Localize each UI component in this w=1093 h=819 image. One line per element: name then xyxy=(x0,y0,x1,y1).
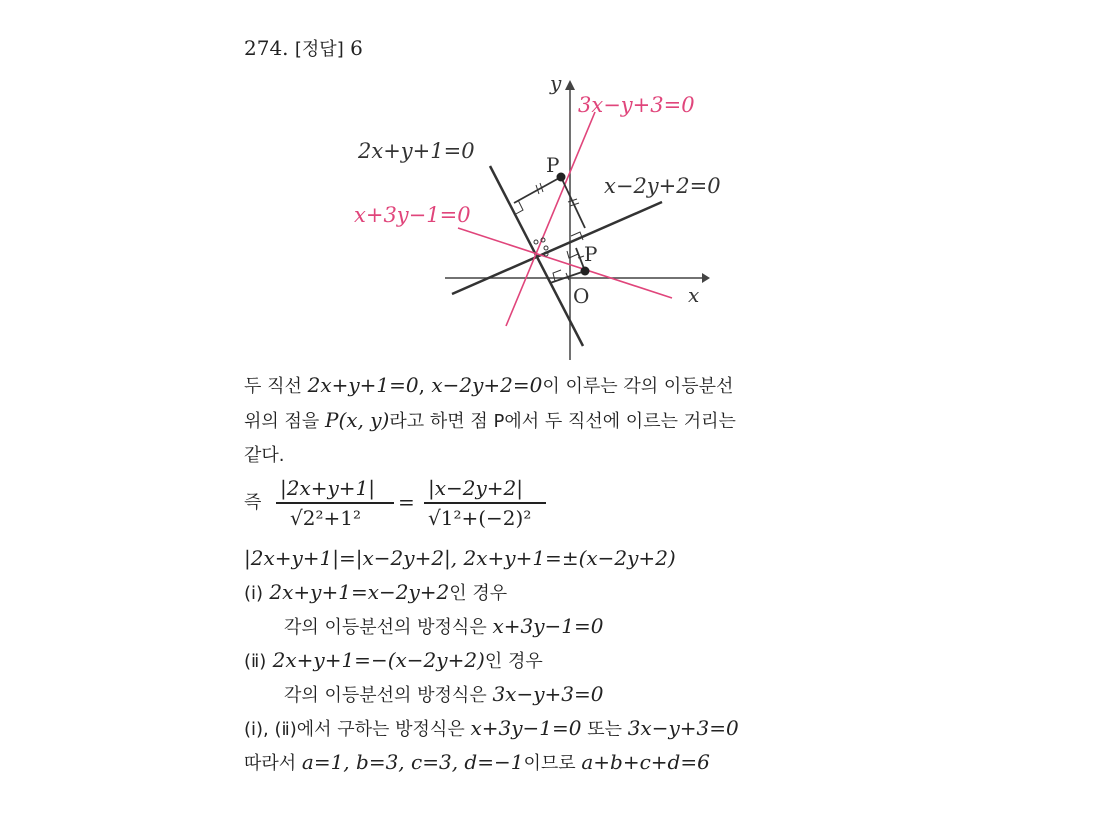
angle-mark xyxy=(534,240,538,244)
text-segment: 각의 이등분선의 방정식은 xyxy=(284,685,493,706)
angle-mark xyxy=(544,246,548,250)
equation: 3x−y+3=0 xyxy=(627,716,739,740)
text-segment: 따라서 xyxy=(244,753,302,774)
equation: P(x, y) xyxy=(325,408,390,432)
y-axis-arrow xyxy=(565,80,575,90)
right-angle-mark xyxy=(567,251,578,258)
conclusion-line xyxy=(244,716,739,742)
bisector1-label: x+3y−1=0 xyxy=(354,203,471,227)
answer-tag: [정답] xyxy=(294,39,344,60)
text-line-5 xyxy=(244,546,676,570)
equation: a+b+c+d=6 xyxy=(581,750,710,774)
equation: |2x+y+1|=|x−2y+2|, 2x+y+1=±(x−2y+2) xyxy=(244,546,676,570)
bisector2-label: 3x−y+3=0 xyxy=(578,93,695,117)
final-line xyxy=(244,750,710,776)
case-label: (ⅱ) xyxy=(244,651,267,672)
frac1-bar xyxy=(276,502,394,504)
case-2 xyxy=(244,648,543,674)
text-segment: 각의 이등분선의 방정식은 xyxy=(284,617,493,638)
text-segment: , xyxy=(418,373,432,397)
bisector-x-3y-1 xyxy=(458,228,672,298)
origin-label: O xyxy=(573,284,590,308)
text-segment: 이 이루는 각의 이등분선 xyxy=(542,376,734,397)
frac2-numerator: |x−2y+2| xyxy=(428,476,524,500)
equation: 2x+y+1=−(x−2y+2) xyxy=(272,648,485,672)
line2-label: x−2y+2=0 xyxy=(604,174,721,198)
frac1-numerator: |2x+y+1| xyxy=(280,476,376,500)
equation: 2x+y+1=0 xyxy=(307,373,419,397)
case-2-result xyxy=(284,682,603,708)
equation: x−2y+2=0 xyxy=(431,373,543,397)
text-segment: 이므로 xyxy=(523,753,582,774)
equation: 3x−y+3=0 xyxy=(492,682,604,706)
text-segment: (ⅰ), (ⅱ)에서 구하는 방정식은 xyxy=(244,719,471,740)
text-line-3 xyxy=(244,442,285,468)
equation: a=1, b=3, c=3, d=−1 xyxy=(301,750,524,774)
text-segment: 인 경우 xyxy=(449,583,508,604)
perp-upper-2 xyxy=(561,177,585,228)
point-p-upper-label: P xyxy=(546,153,560,177)
case-label: (ⅰ) xyxy=(244,583,264,604)
equation: x+3y−1=0 xyxy=(492,614,604,638)
text-segment: 인 경우 xyxy=(484,651,543,672)
frac-equals: = xyxy=(398,490,415,514)
x-axis-arrow xyxy=(702,273,710,283)
problem-number: 274. xyxy=(244,36,289,60)
case-1-result xyxy=(284,614,603,640)
text-segment: 또는 xyxy=(581,719,628,740)
equation: 2x+y+1=x−2y+2 xyxy=(269,580,450,604)
text-line-2 xyxy=(244,408,736,434)
x-axis-label: x xyxy=(688,283,700,307)
text-segment: 라고 하면 점 P에서 두 직선에 이르는 거리는 xyxy=(389,411,736,432)
text-segment: 두 직선 xyxy=(244,376,308,397)
text-segment: 위의 점을 xyxy=(244,411,325,432)
answer-value: 6 xyxy=(350,36,363,60)
frac1-denominator: √2²+1² xyxy=(290,506,361,530)
frac-prefix: 즉 xyxy=(244,492,262,513)
bisector-figure xyxy=(340,68,740,368)
point-p-lower xyxy=(581,267,590,276)
frac2-bar xyxy=(424,502,546,504)
y-axis-label: y xyxy=(550,71,562,95)
line1-label: 2x+y+1=0 xyxy=(358,139,475,163)
equation: x+3y−1=0 xyxy=(470,716,582,740)
problem-header xyxy=(244,36,363,62)
frac2-denominator: √1²+(−2)² xyxy=(428,506,532,530)
text-line-1 xyxy=(244,373,733,399)
case-1 xyxy=(244,580,507,606)
text-segment: 같다. xyxy=(244,445,285,466)
point-p-lower-label: P xyxy=(584,242,598,266)
